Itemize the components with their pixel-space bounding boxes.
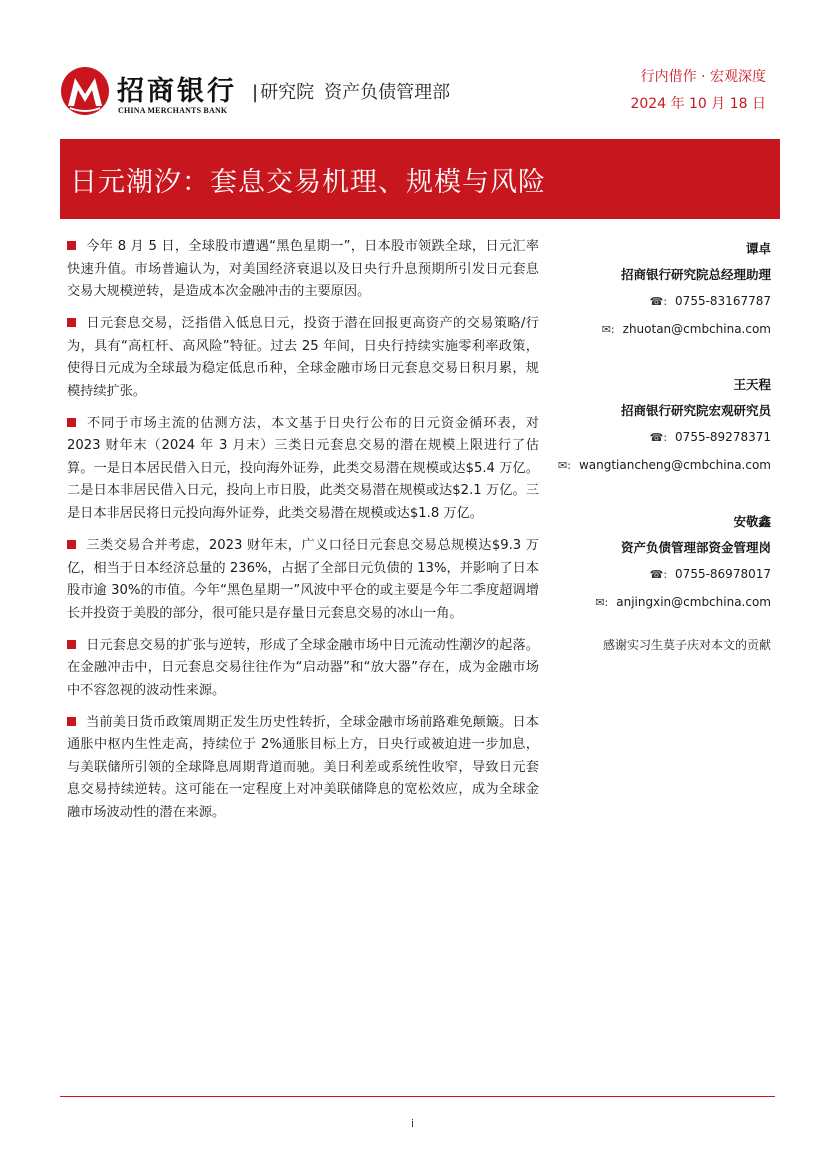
- acknowledgement: 感谢实习生莫子庆对本文的贡献: [602, 638, 771, 652]
- author-phone: ☎: 0755-89278371: [531, 424, 771, 452]
- square-bullet-icon: [67, 540, 76, 549]
- paragraph-text: 不同于市场主流的估测方法，本文基于日央行公布的日元资金循环表，对 2023 财年末（2024 年 3 月末）三类日元套息交易的潜在规模上限进行了估算。一是日本居民借入日元，投向海外证券，此类交易潜在规模或达$5.4 万亿。二是日本非居民借入日元，投向上市日股，此类交易潜在规模或达$2.1 万亿。三是日本非居民将日元投向海外证券，此类交易潜在规模或达$1.8 万亿。: [67, 415, 539, 521]
- summary-paragraph: [67, 712, 539, 825]
- author-block: [531, 372, 771, 479]
- author-name: 谭卓: [745, 241, 771, 256]
- author-name: 王天程: [733, 377, 771, 392]
- department-label: [252, 78, 450, 104]
- author-block: [531, 509, 771, 616]
- author-role: 资产负债管理部资金管理岗: [620, 540, 771, 555]
- paragraph-text: 日元套息交易，泛指借入低息日元，投资于潜在回报更高资产的交易策略/行为，具有“高杠杆、高风险”特征。过去 25 年间，日央行持续实施零利率政策，使得日元成为全球最为稳定低息币种，全球金融市场日元套息交易日积月累，规模持续扩张。: [67, 316, 539, 399]
- cmb-logo-icon: [60, 66, 110, 116]
- square-bullet-icon: [67, 318, 76, 327]
- report-date: 2024 年 10 月 18 日: [630, 96, 766, 112]
- author-email[interactable]: ✉: anjingxin@cmbchina.com: [531, 589, 771, 617]
- author-phone: ☎: 0755-83167787: [531, 288, 771, 316]
- paragraph-text: 今年 8 月 5 日，全球股市遭遇“黑色星期一”，日本股市领跌全球，日元汇率快速升值。市场普遍认为，对美国经济衰退以及日央行升息预期所引发日元套息交易大规模逆转，是造成本次金融冲击的主要原因。: [67, 239, 539, 299]
- summary-paragraph: [67, 413, 539, 526]
- summary-paragraph: [67, 313, 539, 403]
- phone-icon: ☎:: [649, 568, 668, 581]
- square-bullet-icon: [67, 717, 76, 726]
- square-bullet-icon: [67, 241, 76, 250]
- summary-section: [67, 236, 539, 834]
- author-name: 安敬鑫: [733, 514, 771, 529]
- paragraph-text: 三类交易合并考虑，2023 财年末，广义口径日元套息交易总规模达$9.3 万亿，相当于日本经济总量的 236%，占据了全部日元负债的 13%，并影响了日本股市逾 30%的市值。今年“黑色星期一”风波中平仓的或主要是今年二季度超调增长并投资于美股的部分，很可能只是存量日元套息交易的冰山一角。: [67, 538, 539, 621]
- document-type: 行内借作 · 宏观深度: [640, 69, 766, 85]
- square-bullet-icon: [67, 640, 76, 649]
- author-role: 招商银行研究院宏观研究员: [620, 403, 771, 418]
- square-bullet-icon: [67, 418, 76, 427]
- page-number: i: [411, 1117, 415, 1130]
- summary-paragraph: [67, 236, 539, 304]
- author-block: [531, 236, 771, 343]
- email-icon: ✉:: [558, 458, 571, 472]
- paragraph-text: 日元套息交易的扩张与逆转，形成了全球金融市场中日元流动性潮汐的起落。在金融冲击中，日元套息交易往往作为“启动器”和“放大器”存在，成为金融市场中不容忽视的波动性来源。: [67, 637, 539, 698]
- title-banner: [60, 139, 780, 219]
- summary-paragraph: [67, 635, 539, 703]
- email-icon: ✉:: [595, 595, 609, 609]
- author-email[interactable]: ✉: wangtiancheng@cmbchina.com: [531, 452, 771, 480]
- separator: |: [252, 82, 259, 103]
- author-role: 招商银行研究院总经理助理: [620, 267, 771, 282]
- page-title: 日元潮汐：套息交易机理、规模与风险: [70, 167, 546, 198]
- paragraph-text: 当前美日货币政策周期正发生历史性转折，全球金融市场前路难免颠簸。日本通胀中枢内生性走高，持续位于 2%通胀目标上方，日央行或被迫进一步加息，与美联储所引领的全球降息周期背道而驰。美日利差或系统性收窄，导致日元套息交易持续逆转。这可能在一定程度上对冲美联储降息的宽松效应，成为全球金融市场波动性的潜在来源。: [67, 714, 539, 820]
- email-icon: ✉:: [601, 322, 615, 336]
- phone-icon: ☎:: [649, 295, 668, 308]
- logo-english-name: CHINA MERCHANTS BANK: [118, 106, 228, 115]
- phone-icon: ☎:: [649, 431, 668, 444]
- author-email[interactable]: ✉: zhuotan@cmbchina.com: [531, 316, 771, 344]
- dept-division: 资产负债管理部: [324, 82, 451, 103]
- logo-chinese-name: 招商银行: [117, 76, 237, 107]
- bank-logo: [60, 66, 480, 126]
- summary-paragraph: [67, 535, 539, 625]
- author-phone: ☎: 0755-86978017: [531, 561, 771, 589]
- dept-institute: 研究院: [260, 82, 315, 103]
- footer-divider: [60, 1096, 775, 1097]
